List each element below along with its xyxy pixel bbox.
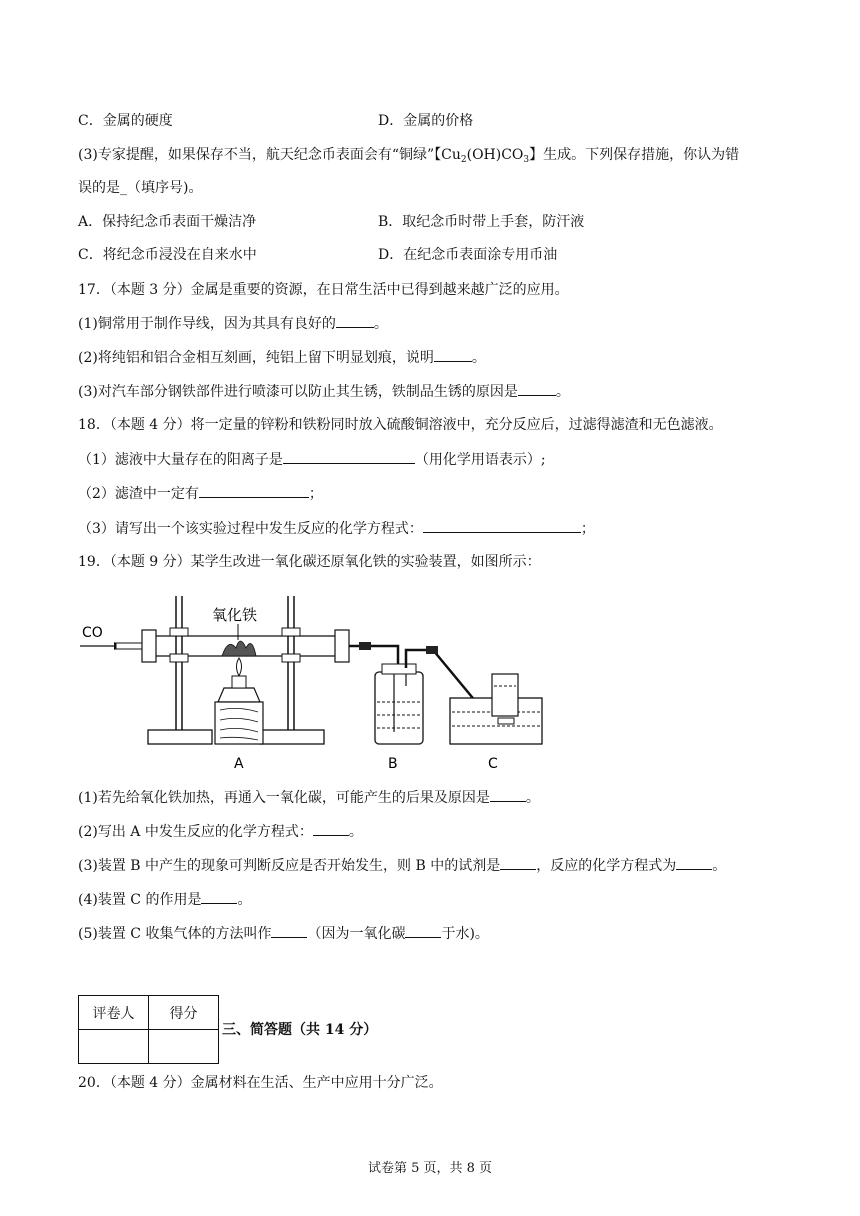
formula-subscript: 3	[523, 155, 530, 165]
q16-sub3-prefix: (3)专家提醒，如果保存不当，航天纪念币表面会有“铜绿”【Cu	[78, 147, 461, 163]
answer-blank[interactable]	[283, 449, 415, 464]
left-stopper	[142, 630, 156, 662]
q18-stem: 18．（本题 4 分）将一定量的锌粉和铁粉同时放入硫酸铜溶液中，充分反应后，过滤得滤渣和无色滤液。	[78, 417, 723, 433]
q17-stem: 17．（本题 3 分）金属是重要的资源，在日常生活中已得到越来越广泛的应用。	[78, 282, 569, 298]
lamp-flame	[237, 658, 242, 676]
q18-part1-end: （用化学用语表示）;	[414, 452, 546, 468]
rubber-connector	[359, 642, 371, 650]
q19-part3-end: 。	[712, 858, 727, 874]
left-stand-base	[148, 730, 212, 744]
q17-part2-text: (2)将纯铝和铝合金相互刻画，纯铝上留下明显划痕，说明	[78, 350, 434, 366]
lamp-neck	[232, 676, 246, 688]
grader-header: 评卷人	[79, 996, 149, 1030]
q19-part5	[78, 923, 489, 944]
q16-option-a: A．保持纪念币表面干燥洁净	[78, 214, 257, 230]
q16-sub3-line2: 误的是_（填序号)。	[78, 180, 203, 196]
answer-blank[interactable]	[676, 855, 712, 870]
q18-part2-end: ；	[308, 486, 323, 502]
q17-part2-end: 。	[471, 350, 486, 366]
answer-blank[interactable]	[336, 313, 374, 328]
left-clamp-bottom	[170, 654, 188, 662]
q19-part4	[78, 889, 251, 910]
q19-part3-text: (3)装置 B 中产生的现象可判断反应是否开始发生，则 B 中的试剂是	[78, 858, 501, 874]
answer-blank[interactable]	[518, 381, 556, 396]
q19-part2-text: (2)写出 A 中发生反应的化学方程式：	[78, 824, 313, 840]
q17-part2	[78, 347, 486, 368]
q19-part5-end: 于水)。	[441, 926, 489, 942]
q18-part2-text: （2）滤渣中一定有	[78, 486, 199, 502]
answer-blank[interactable]	[201, 889, 237, 904]
experiment-apparatus-diagram	[78, 590, 578, 775]
answer-blank[interactable]	[423, 518, 581, 533]
right-stand-base	[260, 730, 324, 744]
q19-part4-text: (4)装置 C 的作用是	[78, 892, 202, 908]
q19-part4-end: 。	[237, 892, 252, 908]
iron-oxide-label: 氧化铁	[212, 606, 258, 624]
q18-part1	[78, 449, 546, 470]
q18-part1-text: （1）滤液中大量存在的阳离子是	[78, 452, 283, 468]
score-table	[78, 995, 219, 1064]
q19-stem: 19．（本题 9 分）某学生改进一氧化碳还原氧化铁的实验装置，如图所示：	[78, 554, 541, 570]
q18-part3-end: ；	[580, 521, 595, 537]
q17-part1-text: (1)铜常用于制作导线，因为其具有良好的	[78, 316, 336, 332]
q19-part1-end: 。	[525, 790, 540, 806]
answer-blank[interactable]	[434, 347, 472, 362]
answer-blank[interactable]	[490, 787, 526, 802]
label-b: B	[388, 756, 398, 772]
q16-option-c: C．金属的硬度	[78, 113, 173, 129]
q19-part3-mid: ，反应的化学方程式为	[536, 858, 677, 874]
q19-part5-mid: （因为一氧化碳	[307, 926, 406, 942]
collecting-bottle	[492, 674, 518, 716]
q20-stem: 20．（本题 4 分）金属材料在生活、生产中应用十分广泛。	[78, 1075, 443, 1091]
q18-part2	[78, 483, 323, 504]
q17-part3	[78, 381, 570, 402]
answer-blank[interactable]	[405, 923, 441, 938]
left-clamp-top	[170, 628, 188, 636]
q17-part3-text: (3)对汽车部分钢铁部件进行喷漆可以防止其生锈，铁制品生锈的原因是	[78, 384, 518, 400]
answer-blank[interactable]	[271, 923, 307, 938]
bottle-b	[375, 672, 423, 744]
q16-sub3-line1	[78, 145, 739, 165]
q17-part3-end: 。	[555, 384, 570, 400]
q19-part1-text: (1)若先给氧化铁加热，再通入一氧化碳，可能产生的后果及原因是	[78, 790, 490, 806]
right-stopper	[335, 630, 349, 662]
q16-option-b: B．取纪念币时带上手套，防汗液	[378, 214, 585, 230]
q19-part3	[78, 855, 726, 876]
co-label: CO	[82, 625, 103, 641]
label-a: A	[234, 756, 244, 772]
right-clamp-bottom	[282, 654, 300, 662]
formula-mid: (OH)CO	[466, 147, 524, 163]
q17-part1-end: 。	[373, 316, 388, 332]
score-cell[interactable]	[149, 1030, 219, 1064]
q19-part5-text: (5)装置 C 收集气体的方法叫作	[78, 926, 272, 942]
bottle-support	[498, 718, 514, 724]
q16-option-d2: D．在纪念币表面涂专用币油	[378, 247, 558, 263]
q17-part1	[78, 313, 388, 334]
page-footer: 试卷第 5 页，共 8 页	[367, 1161, 493, 1176]
formula-subscript: 2	[460, 155, 467, 165]
q18-part3-text: （3）请写出一个该实验过程中发生反应的化学方程式：	[78, 521, 423, 537]
right-clamp-top	[282, 628, 300, 636]
lamp-body	[218, 688, 260, 702]
section-title: 三、简答题（共 14 分）	[222, 1022, 378, 1038]
grader-cell[interactable]	[79, 1030, 149, 1064]
rubber-connector-2	[426, 646, 438, 654]
q18-part3	[78, 518, 595, 539]
label-c: C	[488, 756, 498, 772]
q19-part2-end: 。	[348, 824, 363, 840]
q19-part1	[78, 787, 540, 808]
answer-blank[interactable]	[500, 855, 536, 870]
q19-part2	[78, 821, 363, 842]
q16-sub3-suffix: 】生成。下列保存措施，你认为错	[529, 147, 740, 163]
q16-option-c2: C．将纪念币浸没在自来水中	[78, 247, 257, 263]
answer-blank[interactable]	[199, 483, 309, 498]
score-header: 得分	[149, 996, 219, 1030]
bottle-b-stopper	[382, 664, 416, 674]
q16-option-d: D．金属的价格	[378, 113, 474, 129]
answer-blank[interactable]	[313, 821, 349, 836]
